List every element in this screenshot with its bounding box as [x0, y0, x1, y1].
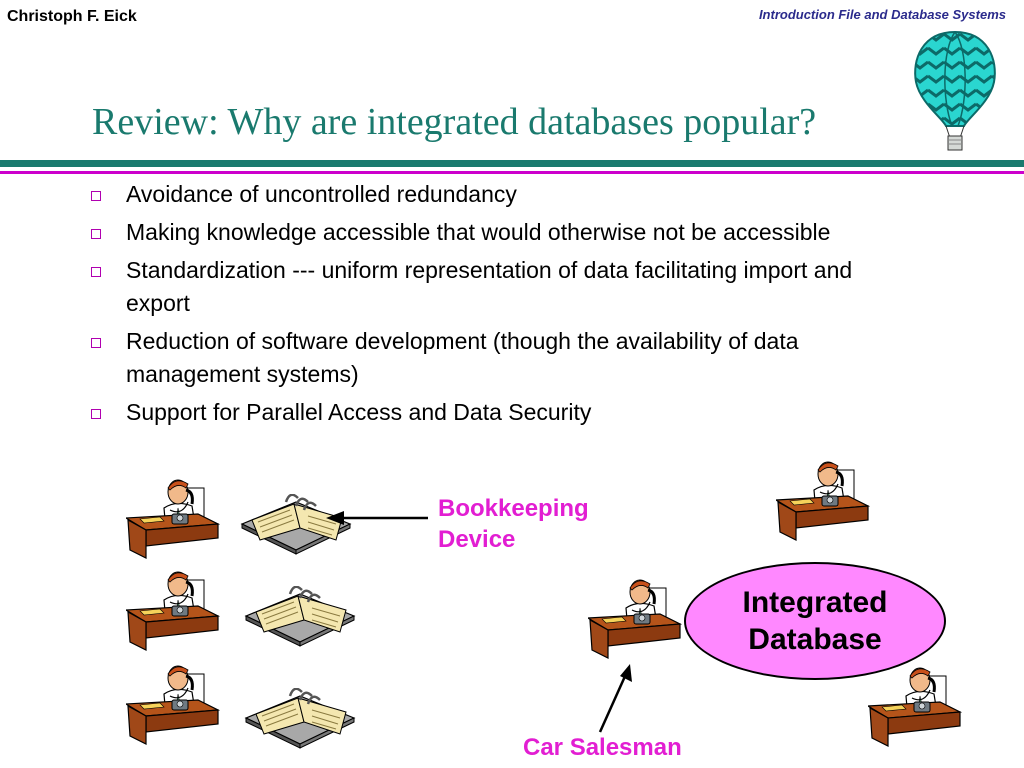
square-bullet-icon	[91, 267, 101, 277]
square-bullet-icon	[91, 191, 101, 201]
bullet-text: Support for Parallel Access and Data Security	[126, 399, 592, 425]
arrow-icon	[320, 508, 432, 530]
person-at-desk-icon	[588, 576, 684, 662]
bullet-text: Making knowledge accessible that would otherwise not be accessible	[126, 219, 831, 245]
open-ledger-book-icon	[242, 688, 358, 752]
person-at-desk-icon	[868, 664, 964, 750]
bookkeeping-label-line1: Bookkeeping	[438, 495, 589, 522]
database-label-line2: Database	[748, 623, 882, 656]
person-at-desk-icon	[776, 458, 872, 544]
bullet-item	[84, 396, 914, 429]
square-bullet-icon	[91, 409, 101, 419]
square-bullet-icon	[91, 338, 101, 348]
hot-air-balloon-icon	[912, 30, 998, 156]
bullet-item	[84, 254, 914, 320]
bullet-text: Avoidance of uncontrolled redundancy	[126, 181, 517, 207]
title-rule	[0, 160, 1024, 167]
database-label-line1: Integrated	[742, 586, 888, 619]
person-at-desk-icon	[126, 568, 222, 654]
slide-title: Review: Why are integrated databases popular?	[92, 101, 817, 143]
bookkeeping-label-line2: Device	[438, 526, 516, 553]
bullet-text: Reduction of software development (though the availability of data management systems)	[126, 328, 799, 387]
integrated-database	[684, 562, 946, 680]
person-at-desk-icon	[126, 476, 222, 562]
author-name: Christoph F. Eick	[7, 8, 137, 25]
accent-rule	[0, 171, 1024, 174]
bullet-list	[84, 178, 914, 434]
arrow-icon	[594, 662, 636, 736]
bullet-item	[84, 216, 914, 249]
bookkeeping-label	[438, 493, 589, 555]
square-bullet-icon	[91, 229, 101, 239]
person-at-desk-icon	[126, 662, 222, 748]
bullet-item	[84, 325, 914, 391]
course-title: Introduction File and Database Systems	[758, 7, 1006, 22]
car-salesman-label: Car Salesman	[523, 734, 682, 761]
open-ledger-book-icon	[242, 586, 358, 650]
bullet-text: Standardization --- uniform representation of data facilitating import and export	[126, 257, 853, 316]
bullet-item	[84, 178, 914, 211]
